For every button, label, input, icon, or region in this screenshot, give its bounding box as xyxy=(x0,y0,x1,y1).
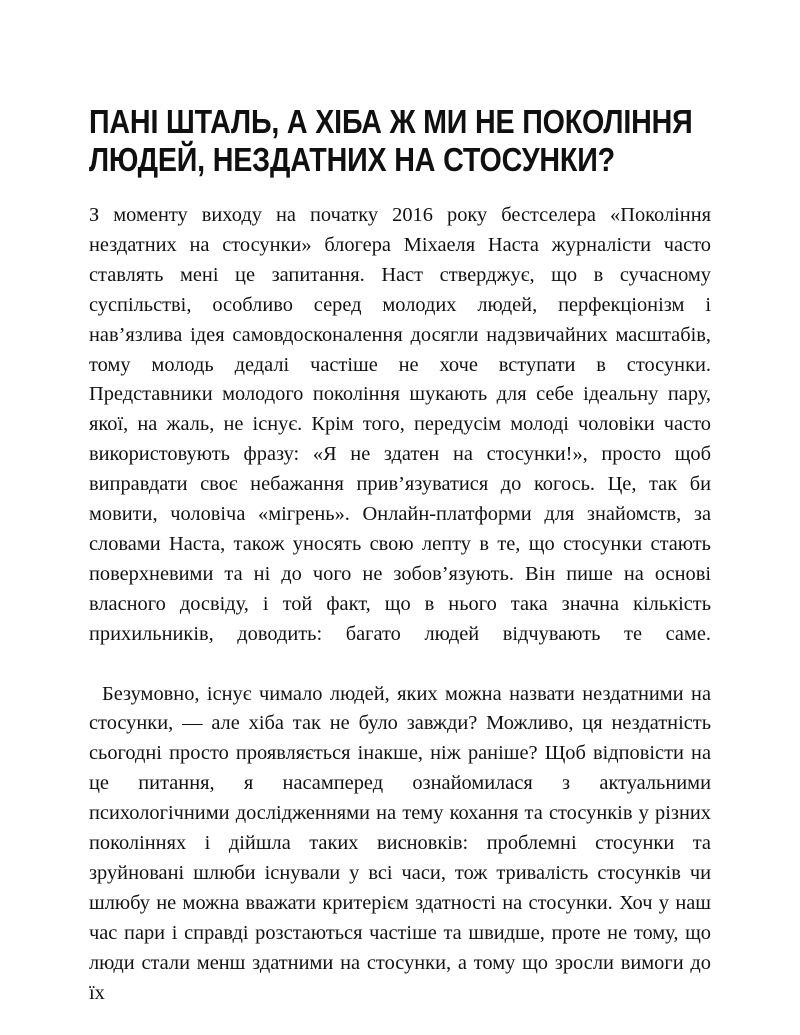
page-content xyxy=(89,104,711,1008)
paragraph-1: З моменту виходу на початку 2016 року бестселера «Покоління нездатних на стосунки» блогера Міхаеля Наста журналісти часто ставлять мені це запитання. Наст стверджує, що в сучасному суспільстві, особливо серед молодих людей, перфекціонізм і нав’язлива ідея самовдосконалення досягли надзвичайних масштабів, тому молодь дедалі частіше не хоче вступати в стосунки. Представники молодого покоління шукають для себе ідеальну пару, якої, на жаль, не існує. Крім того, передусім молоді чоловіки часто використовують фразу: «Я не здатен на стосунки!», просто щоб виправдати своє небажання прив’язуватися до когось. Це, так би мовити, чоловіча «мігрень». Онлайн-платформи для знайомств, за словами Наста, також уносять свою лепту в те, що стосунки стають поверхневими та ні до чого не зобов’язують. Він пише на основі власного досвіду, і той факт, що в нього така значна кількість прихильників, доводить: багато людей відчувають те саме. xyxy=(89,204,711,645)
paragraph-2: Безумовно, існує чимало людей, яких можна назвати нездатними на стосунки, — але хіба так не було завжди? Можливо, ця нездатність сьогодні просто проявляється інакше, ніж раніше? Щоб відповісти на це питання, я насамперед ознайомилася з актуальними психологічними дослідженнями на тему кохання та стосунків у різних поколіннях і дійшла таких висновків: проблемні стосунки та зруйновані шлюби існували у всі часи, тож тривалість стосунків чи шлюбу не можна вважати критерієм здатності на стосунки. Хоч у наш час пари і справді розстаються частіше та швидше, проте не тому, що люди стали менш здатними на стосунки, а тому що зросли вимоги до їх xyxy=(89,682,711,1004)
page-title: ПАНІ ШТАЛЬ, А ХІБА Ж МИ НЕ ПОКОЛІННЯ ЛЮДЕЙ, НЕЗДАТНИХ НА СТОСУНКИ? xyxy=(89,104,693,179)
body-text xyxy=(89,201,711,1008)
